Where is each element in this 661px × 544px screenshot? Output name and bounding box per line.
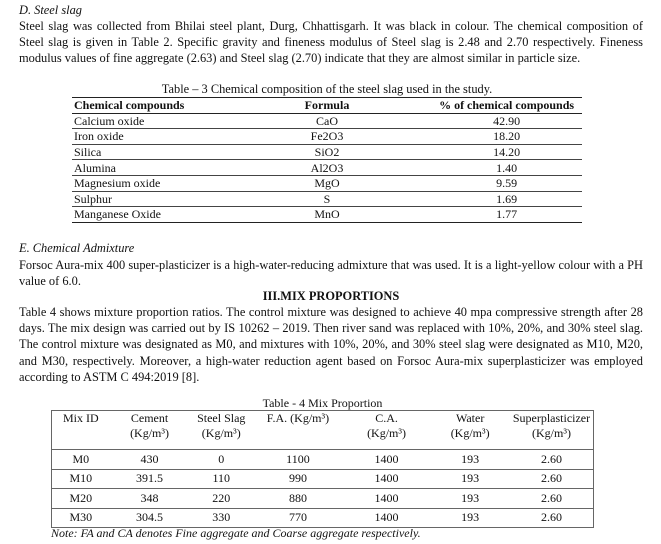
table4-cell: 193 [430,508,510,528]
table4-header-cell [343,411,431,450]
table4-cell: 0 [189,450,253,470]
table4-cell: 2.60 [510,450,594,470]
table4-row [52,508,594,528]
table4-header-unit: (Kg/m³) [532,426,571,440]
table4 [51,410,594,528]
table3-row [72,113,582,129]
table4-cell: 348 [110,489,190,509]
table4-header-cell [52,411,110,450]
table3-compound-cell: Manganese Oxide [72,207,223,223]
table3-row [72,144,582,160]
table3-percent-cell: 18.20 [431,129,582,145]
table4-header-label: Cement [130,411,169,425]
section-e-heading: E. Chemical Admixture [19,241,135,255]
table4-cell: 330 [189,508,253,528]
table3-compound-cell: Calcium oxide [72,113,223,129]
table4-cell: 880 [253,489,343,509]
table3-row [72,129,582,145]
table4-cell: 1400 [343,469,431,489]
table4-cell: M0 [52,450,110,470]
table4-cell: M30 [52,508,110,528]
section-iii-paragraph: Table 4 shows mixture proportion ratios. The control mixture was designed to achieve 40 mpa compressive strength after 28 days. The mix design was carried out by IS 10262 – 2019. Then river sand was replaced with 10%, 20%, and 30% steel slag. The control mixture was designated as M0, and mixtures with 10%, 20%, and 30% steel slag were designated as M10, M20, and M30, respectively. Moreover, a high-water reduction agent based on Forsoc Aura-mix superplasticizer was employed according to ASTM C 494:2019 [8]. [19,305,643,384]
section-iii-heading: III.MIX PROPORTIONS [262,289,400,303]
table4-cell: 193 [430,489,510,509]
table4-note: Note: FA and CA denotes Fine aggregate and Coarse aggregate respectively. [51,526,421,540]
table4-cell: M10 [52,469,110,489]
section-d-paragraph: Steel slag was collected from Bhilai steel plant, Durg, Chhattisgarh. It was black in colour. The chemical composition of Steel slag is given in Table 2. Specific gravity and fineness modulus of Steel slag is 2.48 and 2.70 respectively. Fineness modulus values of fine aggregate (2.63) and Steel slag (2.70) indicate that they are almost similar in particle size. [19,19,643,66]
table3-formula-cell: SiO2 [223,144,431,160]
table4-cell: 1100 [253,450,343,470]
table4-cell: 193 [430,450,510,470]
table4-row [52,489,594,509]
table3-row [72,191,582,207]
table3-formula-cell: MgO [223,175,431,191]
table3-percent-cell: 1.40 [431,160,582,176]
table4-header-cell [430,411,510,450]
table3 [72,97,582,223]
table3-header-formula: Formula [223,98,431,114]
table3-header-percent: % of chemical compounds [431,98,582,114]
table3-header-compound: Chemical compounds [72,98,223,114]
section-d-heading: D. Steel slag [19,3,82,17]
table4-cell: 1400 [343,450,431,470]
table3-percent-cell: 1.69 [431,191,582,207]
table4-header-label: Mix ID [63,411,99,425]
table4-header-cell [253,411,343,450]
table4-header-unit: (Kg/m³) [130,426,169,440]
table4-cell: 1400 [343,489,431,509]
table4-row [52,469,594,489]
table4-cell: 391.5 [110,469,190,489]
table3-formula-cell: S [223,191,431,207]
table4-header-label: C.A. [375,411,398,425]
table4-cell: 1400 [343,508,431,528]
table4-row [52,450,594,470]
table4-header-label: Steel Slag [197,411,246,425]
table4-header-cell [189,411,253,450]
table3-caption: Table – 3 Chemical composition of the steel slag used in the study. [161,82,493,96]
table4-header-label: Water [455,411,485,425]
table3-compound-cell: Silica [72,144,223,160]
table4-cell: 220 [189,489,253,509]
table4-cell: 990 [253,469,343,489]
table4-header-row [52,411,594,450]
table3-percent-cell: 9.59 [431,175,582,191]
table4-cell: 2.60 [510,489,594,509]
table3-formula-cell: Fe2O3 [223,129,431,145]
table4-cell: 2.60 [510,508,594,528]
table4-cell: 430 [110,450,190,470]
table4-header-unit: (Kg/m³) [367,426,406,440]
table3-percent-cell: 1.77 [431,207,582,223]
table3-row [72,160,582,176]
table4-header-label: Superplasticizer [512,411,591,425]
table4-cell: 193 [430,469,510,489]
table4-header-label: F.A. (Kg/m³) [266,411,330,425]
table4-header-unit: (Kg/m³) [201,426,241,440]
table4-cell: 2.60 [510,469,594,489]
table3-header-row [72,98,582,114]
table4-cell: 770 [253,508,343,528]
table4-header-cell [110,411,190,450]
table3-formula-cell: CaO [223,113,431,129]
table4-cell: 110 [189,469,253,489]
table3-row [72,207,582,223]
table3-compound-cell: Magnesium oxide [72,175,223,191]
table3-percent-cell: 42.90 [431,113,582,129]
table3-row [72,175,582,191]
table4-header-cell [510,411,594,450]
table4-cell: 304.5 [110,508,190,528]
section-e-paragraph: Forsoc Aura-mix 400 super-plasticizer is a high-water-reducing admixture that was used. It is a light-yellow colour with a PH value of 6.0. [19,258,643,289]
table3-formula-cell: Al2O3 [223,160,431,176]
table3-compound-cell: Sulphur [72,191,223,207]
table4-cell: M20 [52,489,110,509]
table3-compound-cell: Alumina [72,160,223,176]
table3-formula-cell: MnO [223,207,431,223]
table3-percent-cell: 14.20 [431,144,582,160]
table4-caption: Table - 4 Mix Proportion [262,396,383,410]
table4-header-unit: (Kg/m³) [450,426,490,440]
table3-compound-cell: Iron oxide [72,129,223,145]
